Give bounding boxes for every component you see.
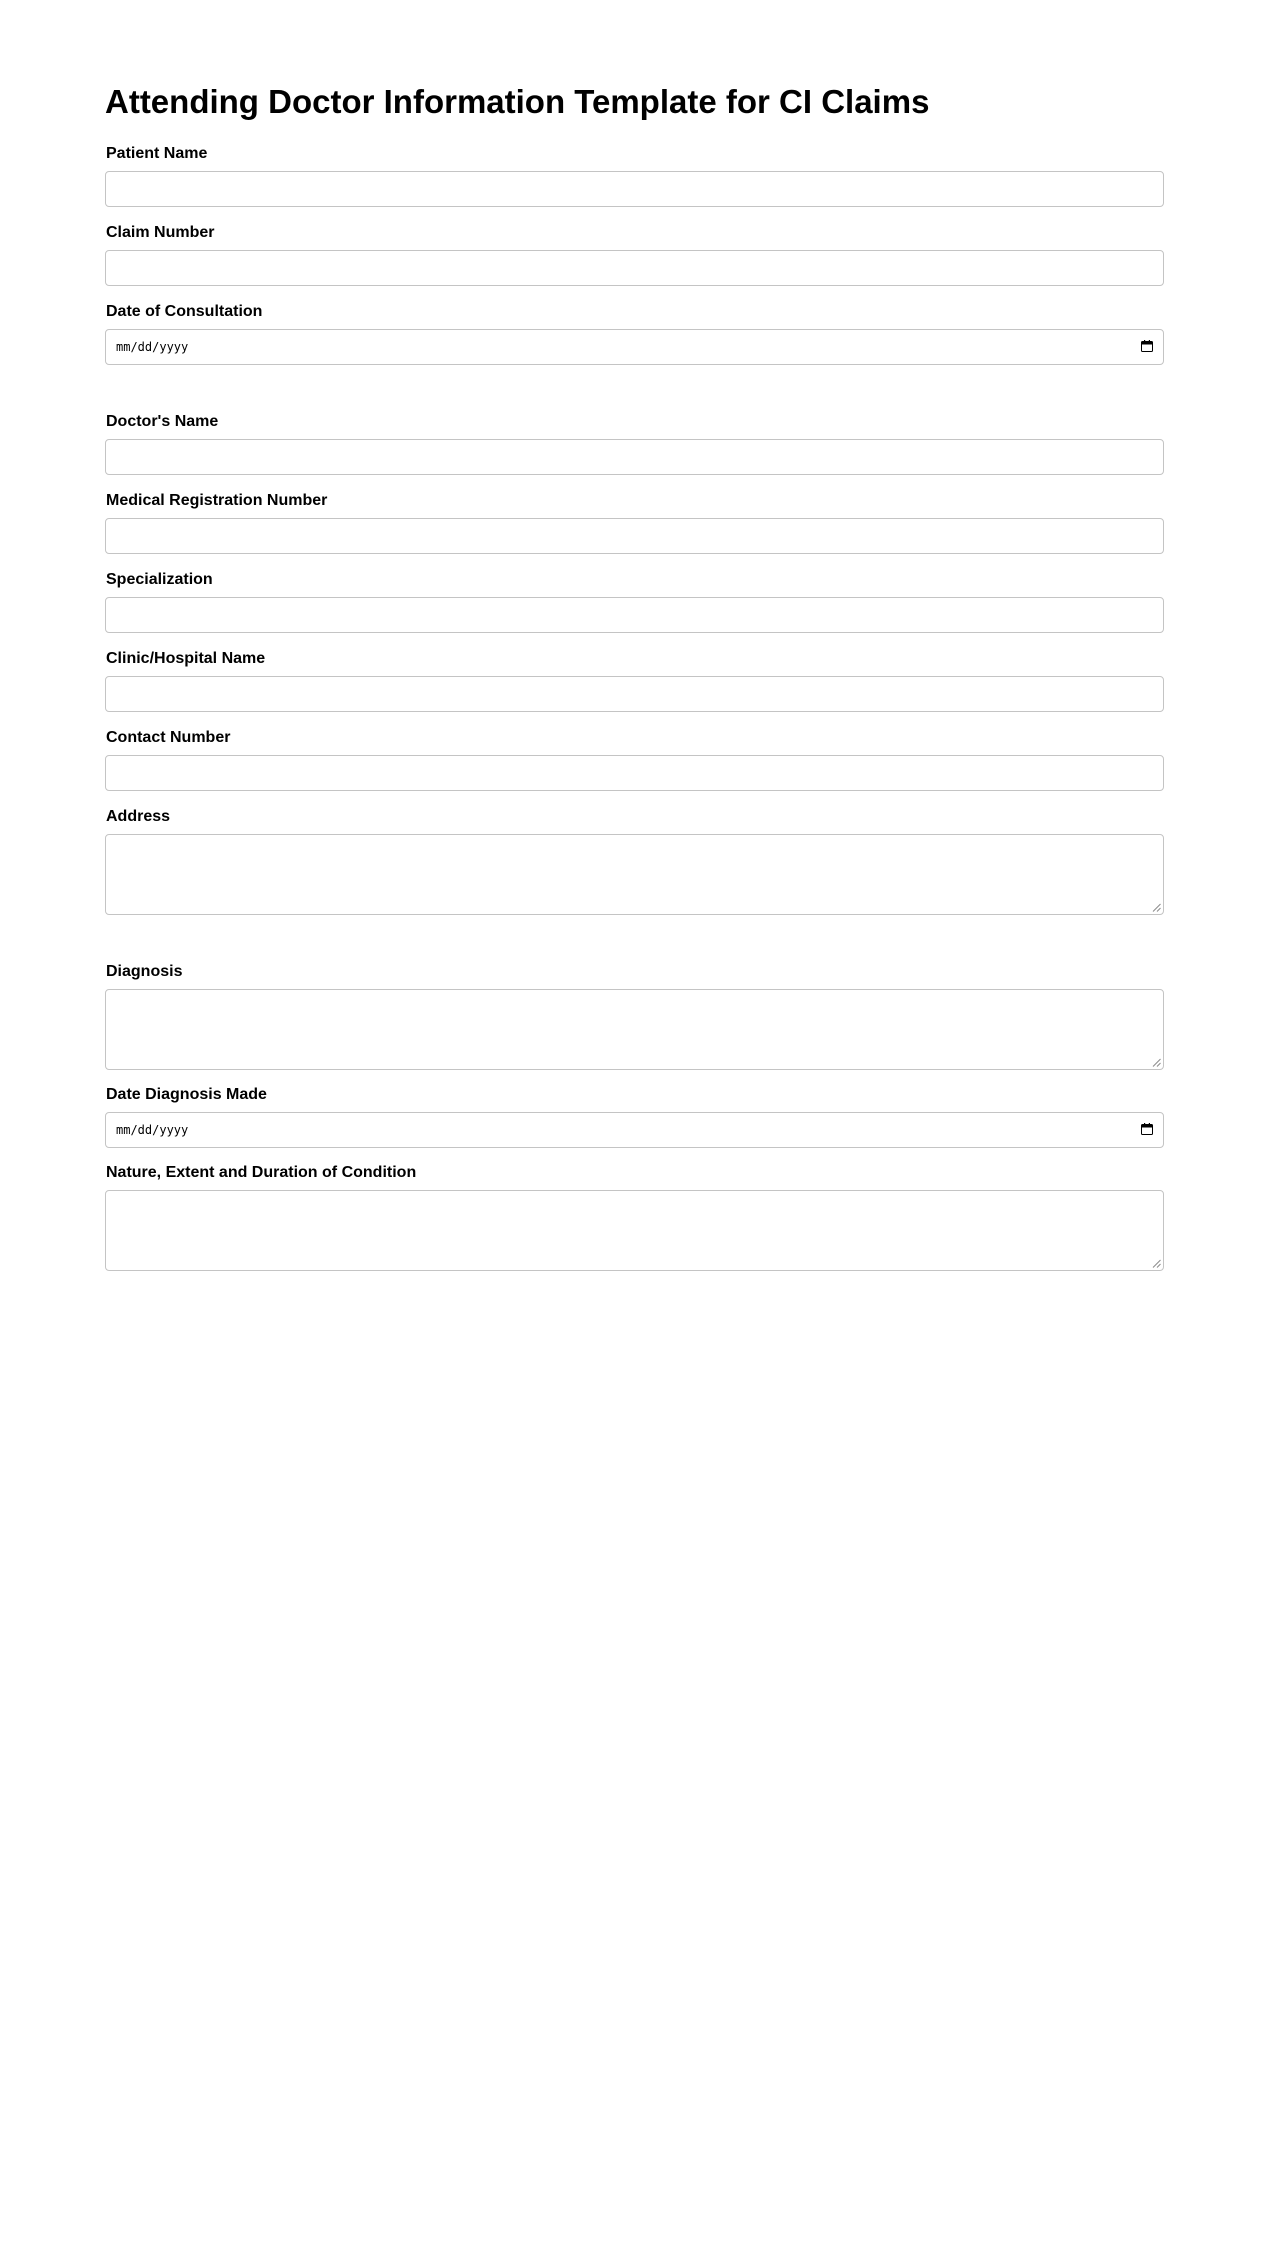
date-of-consultation-label: Date of Consultation [106,303,263,320]
contact-number-input[interactable] [105,755,1164,791]
address-textarea[interactable] [105,834,1164,915]
date-diagnosis-made-label: Date Diagnosis Made [106,1086,267,1103]
nature-extent-duration-label: Nature, Extent and Duration of Condition [106,1164,417,1181]
doctors-name-label: Doctor's Name [106,413,219,430]
medical-registration-number-label: Medical Registration Number [106,492,328,509]
diagnosis-label: Diagnosis [106,963,183,980]
date-diagnosis-made-input[interactable] [105,1112,1164,1148]
clinic-hospital-name-input[interactable] [105,676,1164,712]
specialization-label: Specialization [106,571,213,588]
calendar-icon[interactable] [1141,1123,1153,1135]
date-diagnosis-made-placeholder: mm/dd/yyyy [116,1123,189,1137]
diagnosis-textarea[interactable] [105,989,1164,1070]
claim-number-label: Claim Number [106,224,215,241]
claim-number-input[interactable] [105,250,1164,286]
nature-extent-duration-textarea[interactable] [105,1190,1164,1271]
resize-grip-icon[interactable] [1152,1259,1161,1268]
address-label: Address [106,808,171,825]
resize-grip-icon[interactable] [1152,903,1161,912]
page-title: Attending Doctor Information Template for CI Claims [105,83,930,120]
medical-registration-number-input[interactable] [105,518,1164,554]
patient-name-input[interactable] [105,171,1164,207]
date-of-consultation-input[interactable] [105,329,1164,365]
date-of-consultation-placeholder: mm/dd/yyyy [116,340,189,354]
patient-name-label: Patient Name [106,145,208,162]
specialization-input[interactable] [105,597,1164,633]
clinic-hospital-name-label: Clinic/Hospital Name [106,650,266,667]
calendar-icon[interactable] [1141,340,1153,352]
contact-number-label: Contact Number [106,729,231,746]
resize-grip-icon[interactable] [1152,1058,1161,1067]
doctors-name-input[interactable] [105,439,1164,475]
